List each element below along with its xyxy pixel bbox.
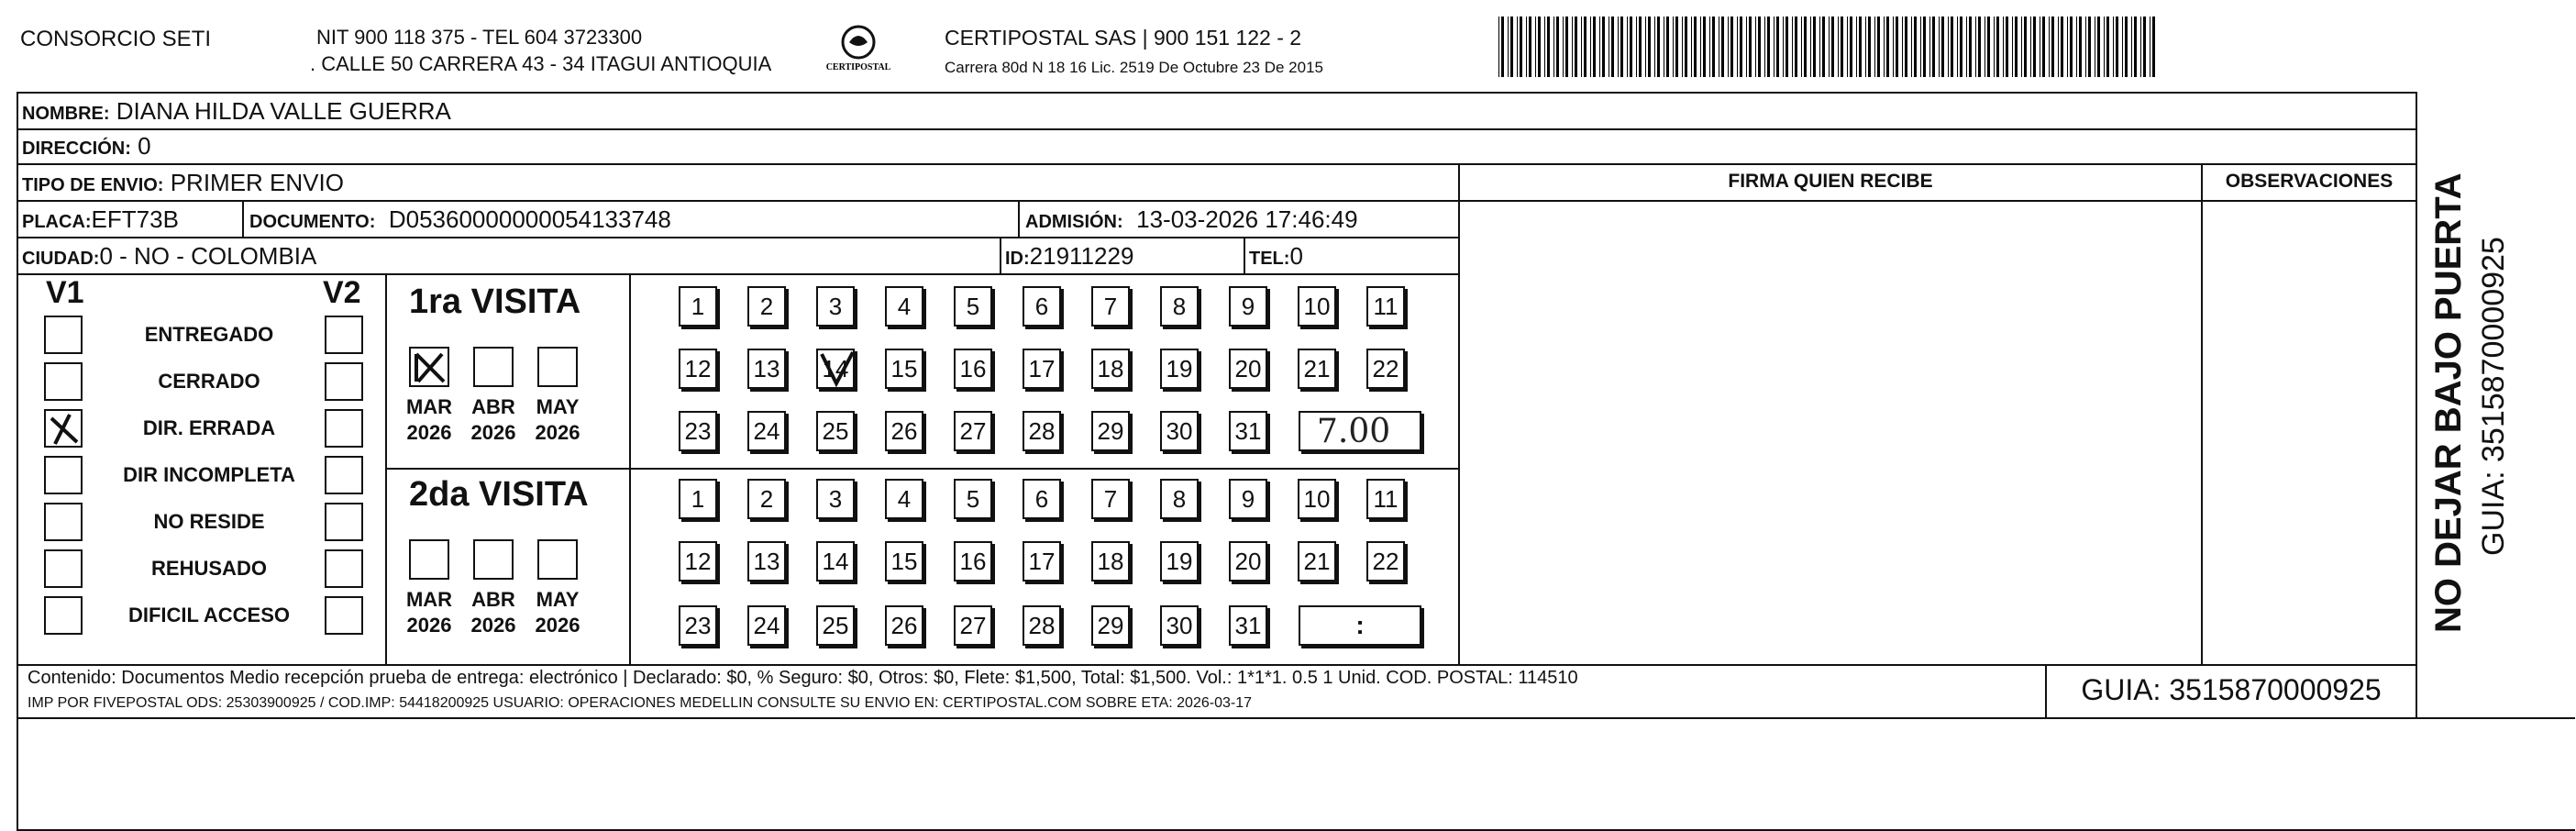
barcode-bar — [1994, 17, 1995, 77]
barcode-bar — [1951, 17, 1953, 77]
barcode-bar — [2116, 17, 2118, 77]
first-visit-day-9[interactable]: 9 — [1229, 286, 1267, 327]
barcode-bar — [1896, 17, 1898, 77]
first-month-box-abr[interactable] — [473, 347, 514, 387]
barcode-bar — [1865, 17, 1866, 77]
month-name: ABR — [471, 588, 515, 611]
barcode-bar — [1795, 17, 1797, 77]
barcode-bar — [1755, 17, 1756, 77]
second-visit-day-18[interactable]: 18 — [1091, 541, 1130, 582]
month-year: 2026 — [470, 421, 516, 444]
barcode-bar — [1584, 17, 1587, 77]
barcode-bar — [1721, 17, 1724, 77]
nit-line: NIT 900 118 375 - TEL 604 3723300 — [316, 26, 643, 49]
second-visit-day-27[interactable]: 27 — [954, 605, 992, 646]
month-label — [528, 394, 587, 446]
first-visit-day-20[interactable]: 20 — [1229, 349, 1267, 389]
barcode-bar — [2122, 17, 2123, 77]
first-visit-day-17[interactable]: 17 — [1023, 349, 1061, 389]
barcode-bar — [1920, 17, 1921, 77]
barcode-bar — [2030, 17, 2031, 77]
second-visit-day-17[interactable]: 17 — [1023, 541, 1061, 582]
v2-checkbox-1[interactable] — [325, 316, 363, 354]
barcode-bar — [2088, 17, 2091, 77]
barcode-bar — [2113, 17, 2114, 77]
barcode-bar — [1581, 17, 1582, 77]
second-visit-day-21[interactable]: 21 — [1298, 541, 1336, 582]
day-number: 14 — [822, 355, 849, 382]
barcode-bar — [1856, 17, 1857, 77]
barcode-bar — [1893, 17, 1894, 77]
barcode-bar — [1776, 17, 1779, 77]
second-visit-day-28[interactable]: 28 — [1023, 605, 1061, 646]
barcode-bar — [1829, 17, 1830, 77]
barcode-bar — [1593, 17, 1596, 77]
check-mark-icon — [46, 411, 83, 448]
second-month-box-abr[interactable] — [473, 539, 514, 580]
barcode-bar — [1526, 17, 1527, 77]
contenido-text: Contenido: Documentos Medio recepción prueba de entrega: electrónico | Declarado: $0, % Seguro: $0, Otros: $0, Flete: $1,500, Total: $1,500. Vol.: 1*1*1. 0.5 1 Unid. COD. POSTAL: 114510 — [28, 668, 1578, 688]
barcode-bar — [1700, 17, 1701, 77]
month-name: MAY — [536, 588, 580, 611]
barcode-bar — [1508, 17, 1509, 77]
barcode-bar — [1804, 17, 1807, 77]
second-visit-day-24[interactable]: 24 — [747, 605, 786, 646]
v1-checkbox-6[interactable] — [44, 549, 83, 588]
barcode-bar — [1948, 17, 1949, 77]
first-visit-day-24[interactable]: 24 — [747, 411, 786, 451]
second-visit-day-22[interactable]: 22 — [1366, 541, 1405, 582]
status-label: DIFICIL ACCESO — [127, 604, 290, 626]
first-visit-day-6[interactable]: 6 — [1023, 286, 1061, 327]
tipo-value: PRIMER ENVIO — [170, 169, 344, 196]
barcode-bar — [1783, 17, 1784, 77]
documento-value: D05360000000054133748 — [388, 205, 671, 233]
barcode-bar — [1859, 17, 1862, 77]
barcode-bar — [1822, 17, 1825, 77]
barcode-bar — [1618, 17, 1619, 77]
barcode-bar — [1691, 17, 1692, 77]
second-visit-day-12[interactable]: 12 — [679, 541, 717, 582]
imp-text: IMP POR FIVEPOSTAL ODS: 25303900925 / COD.IMP: 54418200925 USUARIO: OPERACIONES MEDELLIN CONSULTE SU ENVIO EN: CERTIPOSTAL.COM SOBRE ETA: 2026-03-17 — [28, 695, 1252, 711]
barcode-bar — [1764, 17, 1765, 77]
barcode-bar — [1654, 17, 1655, 77]
barcode-bar — [1563, 17, 1564, 77]
ciudad-value: 0 - NO - COLOMBIA — [99, 242, 317, 270]
id-field — [1005, 240, 1133, 274]
placa-field — [22, 204, 179, 238]
barcode-bar — [1884, 17, 1885, 77]
first-visit-day-1[interactable]: 1 — [679, 286, 717, 327]
barcode-bar — [2067, 17, 2068, 77]
second-visit-day-2[interactable]: 2 — [747, 479, 786, 519]
barcode-bar — [2125, 17, 2128, 77]
first-month-box-mar[interactable] — [409, 347, 449, 387]
barcode-bar — [1874, 17, 1875, 77]
month-year: 2026 — [535, 421, 580, 444]
barcode-bar — [2006, 17, 2008, 77]
id-label: ID: — [1005, 249, 1030, 269]
barcode-bar — [2051, 17, 2054, 77]
barcode-bar — [1620, 17, 1623, 77]
barcode-bar — [1850, 17, 1852, 77]
first-visit-day-30[interactable]: 30 — [1160, 411, 1199, 451]
month-year: 2026 — [470, 614, 516, 637]
certipostal-logo — [825, 24, 891, 84]
v1-checkbox-5[interactable] — [44, 503, 83, 541]
barcode-bar — [1941, 17, 1944, 77]
barcode-bar — [2104, 17, 2105, 77]
second-month-box-mar[interactable] — [409, 539, 449, 580]
barcode-bar — [2152, 17, 2155, 77]
direccion-value: 0 — [138, 132, 151, 160]
status-label: CERRADO — [158, 370, 260, 393]
check-mark-icon — [411, 349, 449, 387]
barcode-bar — [1841, 17, 1843, 77]
barcode-bar — [1902, 17, 1903, 77]
status-label: REHUSADO — [151, 557, 267, 580]
barcode-bar — [1602, 17, 1605, 77]
first-visit-day-12[interactable]: 12 — [679, 349, 717, 389]
barcode-bar — [1740, 17, 1742, 77]
barcode-bar — [1535, 17, 1536, 77]
second-visit-day-13[interactable]: 13 — [747, 541, 786, 582]
v2-checkbox-6[interactable] — [325, 549, 363, 588]
barcode-bar — [1517, 17, 1518, 77]
barcode-bar — [1728, 17, 1729, 77]
status-label: NO RESIDE — [153, 510, 265, 533]
month-name: ABR — [471, 395, 515, 418]
v2-checkbox-4[interactable] — [325, 456, 363, 494]
second-visit-day-26[interactable]: 26 — [885, 605, 923, 646]
barcode-bar — [1590, 17, 1591, 77]
id-value: 21911229 — [1029, 242, 1134, 270]
barcode-bar — [1929, 17, 1930, 77]
second-visit-day-11[interactable]: 11 — [1366, 479, 1405, 519]
barcode-bar — [2106, 17, 2109, 77]
barcode-bar — [1749, 17, 1752, 77]
barcode-bar — [2021, 17, 2022, 77]
barcode-bar — [1969, 17, 1972, 77]
barcode-bar — [2085, 17, 2086, 77]
ciudad-field — [22, 240, 316, 274]
barcode-bar — [2143, 17, 2146, 77]
nombre-label: NOMBRE: — [22, 104, 110, 124]
barcode-bar — [1666, 17, 1669, 77]
barcode-bar — [1538, 17, 1541, 77]
barcode-bar — [1627, 17, 1628, 77]
barcode — [1497, 17, 2157, 77]
barcode-bar — [2003, 17, 2004, 77]
barcode-bar — [1565, 17, 1568, 77]
second-visit-day-6[interactable]: 6 — [1023, 479, 1061, 519]
barcode-bar — [1712, 17, 1715, 77]
barcode-bar — [1813, 17, 1816, 77]
barcode-bar — [1838, 17, 1839, 77]
direccion-label: DIRECCIÓN: — [22, 138, 131, 159]
check-mark-icon — [818, 350, 855, 389]
first-visit-day-29[interactable]: 29 — [1091, 411, 1130, 451]
barcode-bar — [1767, 17, 1770, 77]
first-visit-day-2[interactable]: 2 — [747, 286, 786, 327]
first-visit-day-11[interactable]: 11 — [1366, 286, 1405, 327]
barcode-bar — [1886, 17, 1889, 77]
v2-checkbox-7[interactable] — [325, 596, 363, 635]
barcode-bar — [2012, 17, 2013, 77]
ciudad-label: CIUDAD: — [22, 249, 100, 269]
second-visit-title: 2da VISITA — [409, 475, 589, 514]
first-visit-day-13[interactable]: 13 — [747, 349, 786, 389]
second-visit-day-9[interactable]: 9 — [1229, 479, 1267, 519]
company-name: CONSORCIO SETI — [20, 27, 212, 51]
barcode-bar — [1801, 17, 1802, 77]
certipostal-line: CERTIPOSTAL SAS | 900 151 122 - 2 — [945, 26, 1302, 50]
second-visit-day-29[interactable]: 29 — [1091, 605, 1130, 646]
barcode-bar — [1877, 17, 1880, 77]
first-visit-day-14[interactable] — [816, 349, 855, 389]
first-visit-title: 1ra VISITA — [409, 283, 581, 321]
side-guia: GUIA: 3515870000925 — [2476, 237, 2511, 556]
barcode-bar — [1673, 17, 1674, 77]
barcode-bar — [2024, 17, 2027, 77]
status-label: ENTREGADO — [144, 323, 274, 346]
tipo-field — [22, 167, 344, 201]
month-name: MAY — [536, 395, 580, 418]
second-visit-time-box[interactable]: : — [1299, 605, 1421, 646]
month-label — [464, 587, 523, 638]
barcode-bar — [2061, 17, 2063, 77]
license-line: Carrera 80d N 18 16 Lic. 2519 De Octubre 23 De 2015 — [945, 59, 1323, 76]
second-month-box-may[interactable] — [537, 539, 578, 580]
barcode-bar — [2058, 17, 2059, 77]
tel-label: TEL: — [1249, 249, 1290, 269]
barcode-bar — [1630, 17, 1632, 77]
barcode-bar — [1975, 17, 1976, 77]
second-visit-day-20[interactable]: 20 — [1229, 541, 1267, 582]
month-year: 2026 — [406, 421, 452, 444]
barcode-bar — [1960, 17, 1962, 77]
first-visit-time-handwritten: 7.00 — [1317, 413, 1391, 450]
second-visit-day-14[interactable]: 14 — [816, 541, 855, 582]
second-visit-day-31[interactable]: 31 — [1229, 605, 1267, 646]
barcode-bar — [1786, 17, 1788, 77]
barcode-bar — [1709, 17, 1710, 77]
status-label: DIR. ERRADA — [142, 416, 276, 439]
firma-label: FIRMA QUIEN RECIBE — [1728, 171, 1933, 192]
barcode-bar — [1792, 17, 1793, 77]
first-visit-day-25[interactable]: 25 — [816, 411, 855, 451]
admision-value: 13-03-2026 17:46:49 — [1136, 205, 1358, 233]
barcode-bar — [1498, 17, 1499, 77]
barcode-bar — [2070, 17, 2073, 77]
v2-checkbox-5[interactable] — [325, 503, 363, 541]
direccion-field — [22, 130, 151, 164]
second-visit-day-15[interactable]: 15 — [885, 541, 923, 582]
barcode-bar — [1575, 17, 1577, 77]
first-visit-day-16[interactable]: 16 — [954, 349, 992, 389]
barcode-bar — [1694, 17, 1697, 77]
barcode-bar — [1819, 17, 1820, 77]
barcode-bar — [1914, 17, 1917, 77]
barcode-bar — [1544, 17, 1545, 77]
barcode-bar — [1868, 17, 1871, 77]
barcode-bar — [1923, 17, 1926, 77]
second-visit-day-4[interactable]: 4 — [885, 479, 923, 519]
barcode-bar — [1572, 17, 1573, 77]
first-visit-day-4[interactable]: 4 — [885, 286, 923, 327]
logo-wordmark: CERTIPOSTAL — [825, 62, 891, 72]
first-visit-day-3[interactable]: 3 — [816, 286, 855, 327]
barcode-bar — [1553, 17, 1554, 77]
first-visit-day-8[interactable]: 8 — [1160, 286, 1199, 327]
second-visit-day-16[interactable]: 16 — [954, 541, 992, 582]
barcode-bar — [1682, 17, 1683, 77]
barcode-bar — [1905, 17, 1907, 77]
barcode-bar — [1730, 17, 1733, 77]
barcode-bar — [1996, 17, 1999, 77]
barcode-bar — [2033, 17, 2036, 77]
tel-value: 0 — [1289, 242, 1303, 270]
nombre-value: DIANA HILDA VALLE GUERRA — [116, 97, 451, 125]
barcode-bar — [1810, 17, 1811, 77]
month-name: MAR — [405, 395, 453, 418]
barcode-bar — [1611, 17, 1614, 77]
tel-field — [1249, 240, 1303, 274]
footer-guia: GUIA: 3515870000925 — [2081, 673, 2382, 706]
second-visit-day-3[interactable]: 3 — [816, 479, 855, 519]
no-dejar-bajo-puerta: NO DEJAR BAJO PUERTA — [2428, 172, 2469, 633]
barcode-bar — [2015, 17, 2018, 77]
address-line: . CALLE 50 CARRERA 43 - 34 ITAGUI ANTIOQUIA — [310, 52, 772, 75]
barcode-bar — [2076, 17, 2077, 77]
barcode-bar — [1529, 17, 1531, 77]
placa-value: EFT73B — [91, 205, 179, 233]
first-visit-day-15[interactable]: 15 — [885, 349, 923, 389]
barcode-bar — [1520, 17, 1522, 77]
barcode-bar — [1556, 17, 1559, 77]
barcode-bar — [1599, 17, 1600, 77]
barcode-bar — [1547, 17, 1550, 77]
first-visit-day-19[interactable]: 19 — [1160, 349, 1199, 389]
first-visit-day-21[interactable]: 21 — [1298, 349, 1336, 389]
barcode-bar — [2131, 17, 2132, 77]
second-visit-day-5[interactable]: 5 — [954, 479, 992, 519]
barcode-bar — [2042, 17, 2045, 77]
month-label — [400, 587, 459, 638]
barcode-bar — [1831, 17, 1834, 77]
second-visit-day-19[interactable]: 19 — [1160, 541, 1199, 582]
barcode-bar — [1501, 17, 1504, 77]
month-label — [400, 394, 459, 446]
v1-checkbox-2[interactable] — [44, 362, 83, 401]
first-visit-day-23[interactable]: 23 — [679, 411, 717, 451]
placa-label: PLACA: — [22, 212, 92, 232]
barcode-bar — [1911, 17, 1912, 77]
month-year: 2026 — [535, 614, 580, 637]
second-visit-day-8[interactable]: 8 — [1160, 479, 1199, 519]
admision-field — [1025, 204, 1358, 238]
second-visit-day-25[interactable]: 25 — [816, 605, 855, 646]
first-visit-day-7[interactable]: 7 — [1091, 286, 1130, 327]
status-label: DIR INCOMPLETA — [123, 463, 295, 486]
month-name: MAR — [405, 588, 453, 611]
first-visit-day-5[interactable]: 5 — [954, 286, 992, 327]
barcode-bar — [1685, 17, 1687, 77]
first-visit-day-31[interactable]: 31 — [1229, 411, 1267, 451]
v1-checkbox-1[interactable] — [44, 316, 83, 354]
barcode-bar — [1737, 17, 1738, 77]
v1-checkbox-7[interactable] — [44, 596, 83, 635]
month-label — [528, 587, 587, 638]
barcode-bar — [1703, 17, 1706, 77]
v1-label: V1 — [46, 275, 84, 310]
barcode-bar — [1978, 17, 1981, 77]
barcode-bar — [1746, 17, 1747, 77]
first-month-box-may[interactable] — [537, 347, 578, 387]
second-visit-day-1[interactable]: 1 — [679, 479, 717, 519]
barcode-bar — [1510, 17, 1513, 77]
month-year: 2026 — [406, 614, 452, 637]
barcode-bar — [1636, 17, 1637, 77]
v2-checkbox-3[interactable] — [325, 409, 363, 448]
barcode-bar — [1987, 17, 1990, 77]
barcode-bar — [2140, 17, 2141, 77]
v1-checkbox-3[interactable] — [44, 409, 83, 448]
second-visit-day-23[interactable]: 23 — [679, 605, 717, 646]
tipo-label: TIPO DE ENVIO: — [22, 175, 164, 195]
barcode-bar — [1939, 17, 1940, 77]
barcode-bar — [2079, 17, 2082, 77]
month-label — [464, 394, 523, 446]
barcode-bar — [2049, 17, 2050, 77]
barcode-bar — [1966, 17, 1967, 77]
documento-field — [249, 204, 671, 238]
barcode-bar — [1657, 17, 1660, 77]
second-visit-day-10[interactable]: 10 — [1298, 479, 1336, 519]
barcode-bar — [1932, 17, 1935, 77]
first-visit-day-28[interactable]: 28 — [1023, 411, 1061, 451]
first-visit-day-27[interactable]: 27 — [954, 411, 992, 451]
barcode-bar — [1957, 17, 1958, 77]
second-visit-day-30[interactable]: 30 — [1160, 605, 1199, 646]
first-visit-day-18[interactable]: 18 — [1091, 349, 1130, 389]
nombre-field — [22, 95, 451, 129]
first-visit-time-box[interactable] — [1299, 411, 1421, 451]
v1-checkbox-4[interactable] — [44, 456, 83, 494]
observaciones-label: OBSERVACIONES — [2225, 171, 2394, 192]
second-visit-day-7[interactable]: 7 — [1091, 479, 1130, 519]
first-visit-day-26[interactable]: 26 — [885, 411, 923, 451]
barcode-bar — [1648, 17, 1651, 77]
admision-label: ADMISIÓN: — [1025, 212, 1123, 232]
barcode-bar — [1639, 17, 1642, 77]
first-visit-day-22[interactable]: 22 — [1366, 349, 1405, 389]
v2-label: V2 — [323, 275, 361, 310]
barcode-bar — [1847, 17, 1848, 77]
documento-label: DOCUMENTO: — [249, 212, 376, 232]
barcode-bar — [1645, 17, 1646, 77]
barcode-bar — [1758, 17, 1761, 77]
v2-checkbox-2[interactable] — [325, 362, 363, 401]
first-visit-day-10[interactable]: 10 — [1298, 286, 1336, 327]
barcode-bar — [1675, 17, 1678, 77]
barcode-bar — [2134, 17, 2137, 77]
barcode-bar — [2097, 17, 2100, 77]
